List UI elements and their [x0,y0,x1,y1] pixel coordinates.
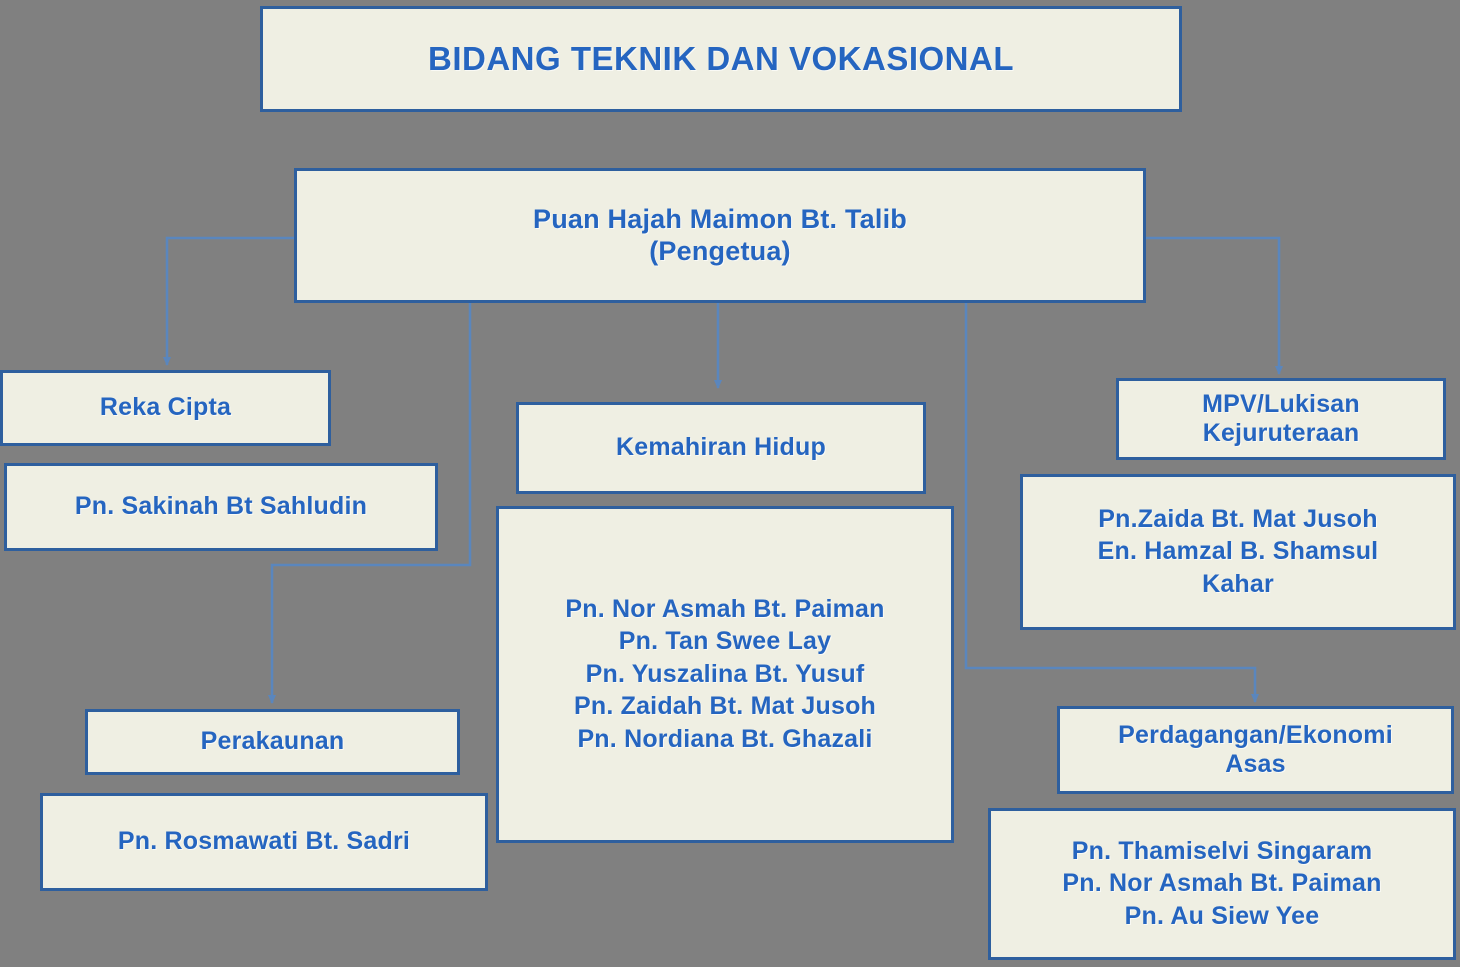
diagram-title-text: BIDANG TEKNIK DAN VOKASIONAL [427,39,1014,77]
list-item: Pn.Zaida Bt. Mat Jusoh [1098,504,1378,533]
branch-header-kemahiran-hidup [516,402,926,494]
branch-header-text-line1: Perdagangan/Ekonomi [1118,720,1393,749]
list-item: Pn. Sakinah Bt Sahludin [74,492,368,521]
branch-header-perdagangan-ekonomi-asas [1057,706,1454,794]
list-item: Pn. Nordiana Bt. Ghazali [577,724,873,753]
branch-members-kemahiran-hidup [496,506,954,843]
branch-header-text: Reka Cipta [99,393,232,422]
branch-header-text-line1: MPV/Lukisan [1202,389,1360,418]
list-item: Pn. Nor Asmah Bt. Paiman [565,594,885,623]
root-node-principal [294,168,1146,303]
list-item: Pn. Zaidah Bt. Mat Jusoh [573,692,877,721]
branch-header-text: Perakaunan [200,727,345,756]
branch-members-perdagangan-ekonomi-asas [988,808,1456,960]
branch-header-perakaunan [85,709,460,775]
branch-header-mpv-lukisan-kejuruteraan [1116,378,1446,460]
list-item: Pn. Nor Asmah Bt. Paiman [1062,869,1382,898]
list-item: Pn. Au Siew Yee [1124,901,1320,930]
root-role: (Pengetua) [649,235,791,266]
list-item: Pn. Yuszalina Bt. Yusuf [585,659,865,688]
list-item: Kahar [1202,569,1274,598]
list-item: En. Hamzal B. Shamsul [1097,537,1379,566]
branch-header-text-line2: Asas [1225,750,1286,778]
root-name: Puan Hajah Maimon Bt. Talib [533,203,907,234]
list-item: Pn. Thamiselvi Singaram [1071,836,1373,865]
branch-members-mpv-lukisan-kejuruteraan [1020,474,1456,630]
branch-header-text-line2: Kejuruteraan [1202,419,1360,447]
branch-members-reka-cipta [4,463,438,551]
list-item: Pn. Tan Swee Lay [618,627,832,656]
branch-header-text: Kemahiran Hidup [616,433,826,462]
branch-header-reka-cipta [0,370,331,446]
branch-members-perakaunan [40,793,488,891]
list-item: Pn. Rosmawati Bt. Sadri [117,827,411,856]
diagram-title [260,6,1182,112]
